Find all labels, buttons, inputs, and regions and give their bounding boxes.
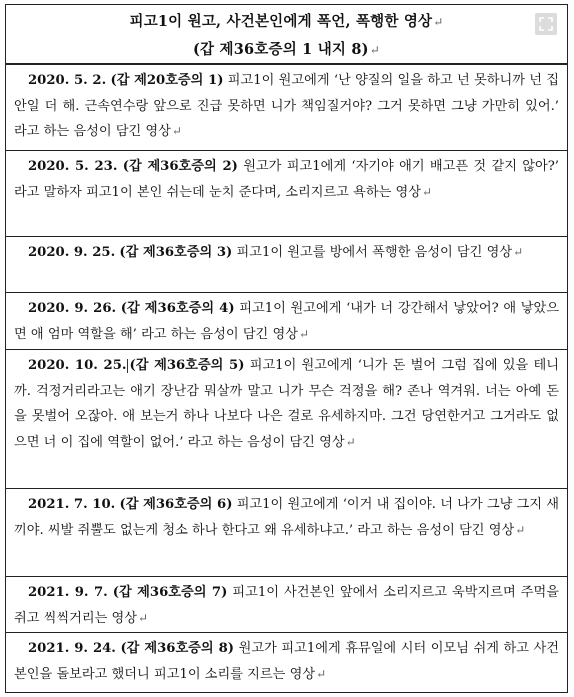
entry-text: 피고1이 원고에게 ‘니가 돈 벌어 그럼 집에 있을 테니까. 걱정거리라고는 애기 장난감 뭐살까 말고 니가 무슨 걱정을 해? 존나 역겨워. 너는 아예 돈을 못벌어 오잖아. 애 보는거 하나 나보다 나은 걸로 유세하지마. 그건 당연한거고 그거라도 없으면 너 이 집에 역할이 없어.’ 라고 하는 음성이 담긴 영상 [14,358,559,450]
evidence-row [6,293,567,350]
paragraph-mark: ↵ [171,124,182,139]
paragraph-mark: ↵ [513,245,524,259]
evidence-table [5,4,568,693]
entry-date: 2021. 9. 7. [28,585,108,600]
paragraph-mark: ↵ [433,15,444,29]
paragraph-mark: ↵ [138,610,149,625]
entry-ref: (갑 제36호증의 5) [129,358,245,373]
entry-text: 피고1이 원고에게 ‘이거 내 집이야. 너 나가 그냥 그지 새끼야. 씨발 쥐뿔도 없는게 청소 하나 한다고 왜 유세하냐고.’ 라고 하는 음성이 담긴 영상 [14,497,559,538]
evidence-row [6,633,567,694]
paragraph-mark: ↵ [369,43,380,57]
entry-date: 2020. 5. 23. [28,159,118,174]
entry-ref: (갑 제36호증의 2) [122,159,238,174]
evidence-row [6,151,567,237]
entry-text: 피고1이 원고를 방에서 폭행한 음성이 담긴 영상 [236,245,513,260]
table-header [6,5,567,65]
evidence-row [6,577,567,633]
entry-ref: (갑 제36호증의 4) [120,301,235,316]
evidence-row [6,65,567,151]
entry-ref: (갑 제36호증의 7) [112,585,228,600]
paragraph-mark: ↵ [316,666,327,681]
entry-text: 피고1이 사건본인 앞에서 소리지르고 욱박지르며 주먹을 쥐고 씩씩거리는 영상 [14,585,559,626]
evidence-row [6,350,567,489]
entry-date: 2020. 9. 25. [28,245,116,260]
entry-date: 2020. 9. 26. [28,301,117,316]
entry-ref: (갑 제36호증의 3) [119,245,233,260]
entry-date: 2020. 10. 25. [28,358,127,373]
entry-ref: (갑 제36호증의 8) [120,641,235,656]
entry-text: 원고가 피고1에게 휴뮤일에 시터 이모님 쉬게 하고 사건본인을 돌보라고 했더니 피고1이 소리를 지르는 영상 [14,641,560,682]
paragraph-mark: ↵ [345,434,356,449]
entry-text: 피고1이 원고에게 ‘난 양질의 일을 하고 넌 못하니까 넌 집안일 더 해. 근속연수랑 앞으로 진급 못하면 니가 책임질거야? 그거 못하면 그냥 가만히 있어.’ 라고 하는 음성이 담긴 영상 [14,73,560,140]
evidence-row [6,237,567,293]
entry-ref: (갑 제20호증의 1) [110,73,224,88]
entry-text: 원고가 피고1에게 ‘자기야 애기 배고픈 것 같지 않아?’ 라고 말하자 피고1이 본인 쉬는데 눈치 준다며, 소리지르고 욕하는 영상 [14,159,559,200]
paragraph-mark: ↵ [298,326,310,341]
paragraph-mark: ↵ [515,522,526,537]
entry-text: 피고1이 원고에게 ‘내가 너 강간해서 낳았어? 애 낳았으면 애 엄마 역할을 해’ 라고 하는 음성이 담긴 영상 [14,301,559,342]
paragraph-mark: ↵ [422,184,433,199]
table-subtitle: (갑 제36호증의 1 내지 8)↵ [193,41,380,58]
entry-date: 2021. 7. 10. [28,497,116,512]
expand-icon[interactable] [535,13,557,35]
table-title: 피고1이 원고, 사건본인에게 폭언, 폭행한 영상↵ [129,13,444,30]
entry-date: 2020. 5. 2. [28,73,107,88]
evidence-row [6,489,567,577]
entry-date: 2021. 9. 24. [28,641,116,656]
entry-ref: (갑 제36호증의 6) [119,497,233,512]
